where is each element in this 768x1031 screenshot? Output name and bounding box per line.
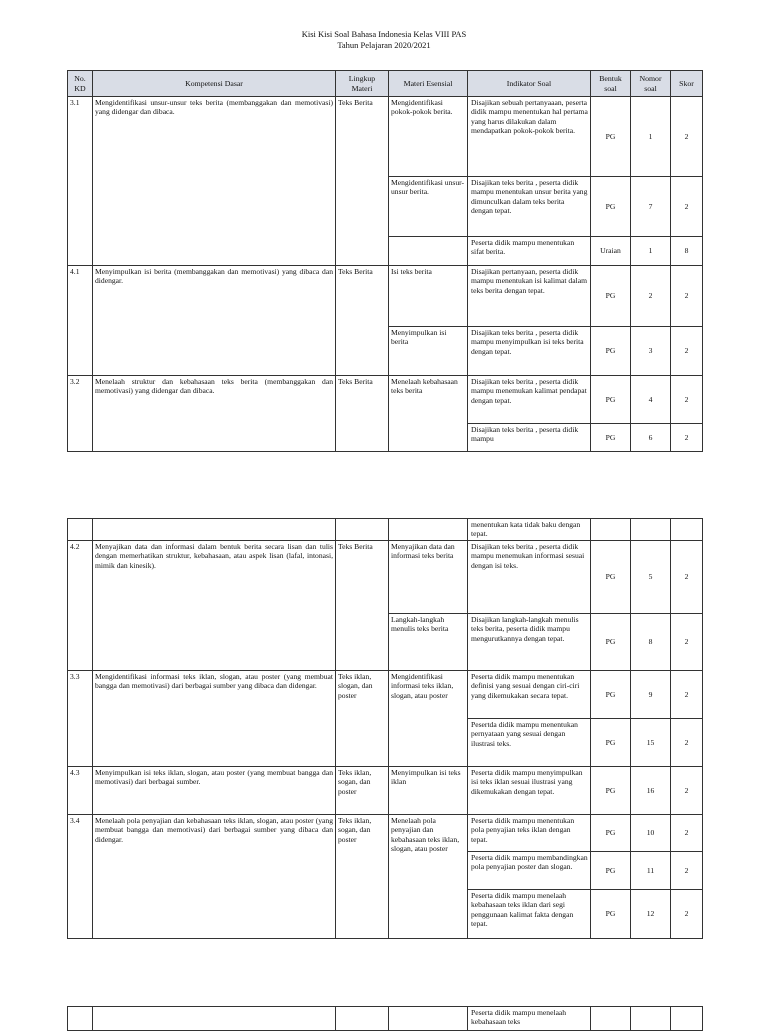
table-row (68, 541, 703, 614)
empty-cell (336, 519, 389, 541)
header-materi-esensial: Materi Esensial (389, 71, 468, 97)
skor-cell: 2 (671, 614, 703, 671)
materi-esensial-cell: Isi teks berita (389, 266, 468, 327)
bentuk-soal-cell: PG (591, 815, 631, 852)
indikator-soal-cell: Disajikan sebuah pertanyaaan, peserta didik mampu menentukan hal pertama yang harus dilakukan dalam mendapatkan pokok-pokok berita. (468, 97, 591, 177)
kisi-kisi-table-page-3 (67, 1006, 703, 1031)
indikator-soal-cell: Peserta didik mampu menyimpulkan isi teks iklan sesuai ilustrasi yang dikemukakan dengan tepat. (468, 767, 591, 815)
empty-cell (68, 519, 93, 541)
bentuk-soal-cell: PG (591, 97, 631, 177)
indikator-soal-cell: Disajikan teks berita , peserta didik mampu menemukan informasi sesuai dengan isi teks. (468, 541, 591, 614)
bentuk-soal-cell: PG (591, 541, 631, 614)
table-row (68, 671, 703, 719)
lingkup-materi-cell: Teks iklan, slogan, dan poster (336, 671, 389, 767)
table-row (68, 97, 703, 177)
bentuk-soal-cell: PG (591, 376, 631, 424)
header-kompetensi-dasar: Kompetensi Dasar (93, 71, 336, 97)
lingkup-materi-cell: Teks Berita (336, 541, 389, 671)
table-row (68, 376, 703, 424)
skor-cell: 2 (671, 177, 703, 237)
bentuk-soal-cell: PG (591, 177, 631, 237)
nomor-soal-cell: 12 (631, 890, 671, 939)
nomor-soal-cell: 7 (631, 177, 671, 237)
nomor-soal-cell: 1 (631, 97, 671, 177)
indikator-soal-cell: Peserta didik mampu menelaah kebahasaan teks (468, 1007, 591, 1031)
bentuk-soal-cell: PG (591, 327, 631, 376)
kompetensi-dasar-cell: Menyimpulkan isi berita (membanggakan dan memotivasi) yang dibaca dan didengar. (93, 266, 336, 376)
header-bentuk-soal: Bentuk soal (591, 71, 631, 97)
header-indikator-soal: Indikator Soal (468, 71, 591, 97)
table-row (68, 266, 703, 327)
indikator-soal-cell: Peserta didik mampu menelaah kebahasaan teks iklan dari segi penggunaan kalimat fakta dengan tepat. (468, 890, 591, 939)
header-skor: Skor (671, 71, 703, 97)
nomor-soal-cell: 15 (631, 719, 671, 767)
empty-cell (389, 1007, 468, 1031)
header-nomor-soal: Nomor soal (631, 71, 671, 97)
document-subtitle: Tahun Pelajaran 2020/2021 (337, 40, 431, 50)
table-row (68, 815, 703, 852)
kd-number: 4.1 (68, 266, 93, 376)
skor-cell: 2 (671, 719, 703, 767)
empty-cell (631, 519, 671, 541)
bentuk-soal-cell: PG (591, 266, 631, 327)
skor-cell: 2 (671, 815, 703, 852)
kompetensi-dasar-cell: Menyimpulkan isi teks iklan, slogan, atau poster (yang membuat bangga dan memotivasi) dari berbagai sumber. (93, 767, 336, 815)
kd-number: 3.2 (68, 376, 93, 452)
indikator-soal-cell: Peserta didik mampu menentukan pola penyajian teks iklan dengan tepat. (468, 815, 591, 852)
skor-cell: 2 (671, 671, 703, 719)
kisi-kisi-table-page-2 (67, 518, 703, 939)
lingkup-materi-cell: Teks iklan, sogan, dan poster (336, 767, 389, 815)
materi-esensial-cell: Menyimpulkan isi teks iklan (389, 767, 468, 815)
indikator-soal-cell: Disajikan teks berita , peserta didik mampu (468, 424, 591, 452)
empty-cell (631, 1007, 671, 1031)
lingkup-materi-cell: Teks Berita (336, 266, 389, 376)
indikator-soal-cell: Disajikan langkah-langkah menulis teks berita, peserta didik mampu mengurutkannya dengan tepat. (468, 614, 591, 671)
nomor-soal-cell: 11 (631, 852, 671, 890)
indikator-soal-cell: Disajikan teks berita , peserta didik mampu menyimpulkan isi teks berita dengan tepat. (468, 327, 591, 376)
skor-cell: 8 (671, 237, 703, 266)
skor-cell: 2 (671, 97, 703, 177)
materi-esensial-cell: Menelaah pola penyajian dan kebahasaan teks iklan, slogan, atau poster (389, 815, 468, 939)
materi-esensial-cell: Mengidentifikasi informasi teks iklan, slogan, atau poster (389, 671, 468, 767)
empty-cell (591, 519, 631, 541)
nomor-soal-cell: 4 (631, 376, 671, 424)
nomor-soal-cell: 8 (631, 614, 671, 671)
indikator-soal-cell: Peserta didik mampu membandingkan pola penyajian poster dan slogan. (468, 852, 591, 890)
indikator-soal-cell: Pesertda didik mampu menentukan pernyataan yang sesuai dengan ilustrasi teks. (468, 719, 591, 767)
nomor-soal-cell: 16 (631, 767, 671, 815)
materi-esensial-cell: Mengidentifikasi unsur-unsur berita. (389, 177, 468, 237)
indikator-soal-cell: Disajikan teks berita , peserta didik mampu menemukan kalimat pendapat dengan tepat. (468, 376, 591, 424)
skor-cell: 2 (671, 852, 703, 890)
table-header-row (68, 71, 703, 97)
kompetensi-dasar-cell: Mengidentifikasi informasi teks iklan, slogan, atau poster (yang membuat bangga dan memotivasi) dari berbagai sumber yang dibaca dan didengar. (93, 671, 336, 767)
kd-number: 4.2 (68, 541, 93, 671)
skor-cell: 2 (671, 767, 703, 815)
skor-cell: 2 (671, 890, 703, 939)
skor-cell: 2 (671, 376, 703, 424)
kompetensi-dasar-cell: Menelaah pola penyajian dan kebahasaan teks iklan, slogan, atau poster (yang membuat bangga dan memotivasi) dari berbagai sumber yang dibaca dan didengar. (93, 815, 336, 939)
lingkup-materi-cell: Teks iklan, sogan, dan poster (336, 815, 389, 939)
lingkup-materi-cell: Teks Berita (336, 97, 389, 266)
indikator-soal-cell: menentukan kata tidak baku dengan tepat. (468, 519, 591, 541)
nomor-soal-cell: 6 (631, 424, 671, 452)
bentuk-soal-cell: PG (591, 719, 631, 767)
bentuk-soal-cell: PG (591, 614, 631, 671)
nomor-soal-cell: 1 (631, 237, 671, 266)
document-title: Kisi Kisi Soal Bahasa Indonesia Kelas VIII PAS (301, 29, 467, 39)
materi-esensial-cell: Mengidentifikasi pokok-pokok berita. (389, 97, 468, 177)
skor-cell: 2 (671, 266, 703, 327)
materi-esensial-cell: Langkah-langkah menulis teks berita (389, 614, 468, 671)
indikator-soal-cell: Peserta didik mampu menentukan sifat berita. (468, 237, 591, 266)
bentuk-soal-cell: PG (591, 424, 631, 452)
materi-esensial-cell (389, 237, 468, 266)
indikator-soal-cell: Disajikan teks berita , peserta didik mampu menentukan unsur berita yang dimunculkan dalam teks berita dengan tepat. (468, 177, 591, 237)
kd-number: 3.3 (68, 671, 93, 767)
empty-cell (93, 519, 336, 541)
materi-esensial-cell: Menyimpulkan isi berita (389, 327, 468, 376)
table-row (68, 1007, 703, 1031)
nomor-soal-cell: 5 (631, 541, 671, 614)
materi-esensial-cell: Menelaah kebahasaan teks berita (389, 376, 468, 452)
empty-cell (389, 519, 468, 541)
kisi-kisi-table-page-1 (67, 70, 703, 452)
nomor-soal-cell: 3 (631, 327, 671, 376)
bentuk-soal-cell: PG (591, 767, 631, 815)
kd-number: 3.4 (68, 815, 93, 939)
kd-number: 4.3 (68, 767, 93, 815)
indikator-soal-cell: Peserta didik mampu menentukan definisi yang sesuai dengan ciri-ciri yang dikemukakan secara tepat. (468, 671, 591, 719)
nomor-soal-cell: 10 (631, 815, 671, 852)
bentuk-soal-cell: PG (591, 671, 631, 719)
skor-cell: 2 (671, 327, 703, 376)
header-lingkup-materi: Lingkup Materi (336, 71, 389, 97)
skor-cell: 2 (671, 424, 703, 452)
kompetensi-dasar-cell: Mengidentifikasi unsur-unsur teks berita (membanggakan dan memotivasi) yang didengar dan dibaca. (93, 97, 336, 266)
empty-cell (591, 1007, 631, 1031)
empty-cell (93, 1007, 336, 1031)
header-no-kd: No. KD (68, 71, 93, 97)
empty-cell (68, 1007, 93, 1031)
empty-cell (671, 519, 703, 541)
kompetensi-dasar-cell: Menyajikan data dan informasi dalam bentuk berita secara lisan dan tulis dengan memerhatikan struktur, kebahasaan, atau aspek lisan (lafal, intonasi, mimik dan kinesik). (93, 541, 336, 671)
kompetensi-dasar-cell: Menelaah struktur dan kebahasaan teks berita (membanggakan dan memotivasi) yang didengar dan dibaca. (93, 376, 336, 452)
indikator-soal-cell: Disajikan pertanyaan, peserta didik mampu menentukan isi kalimat dalam teks berita dengan tepat. (468, 266, 591, 327)
nomor-soal-cell: 2 (631, 266, 671, 327)
table-row (68, 767, 703, 815)
table-row (68, 519, 703, 541)
kd-number: 3.1 (68, 97, 93, 266)
bentuk-soal-cell: PG (591, 852, 631, 890)
bentuk-soal-cell: PG (591, 890, 631, 939)
lingkup-materi-cell: Teks Berita (336, 376, 389, 452)
materi-esensial-cell: Menyajikan data dan informasi teks berita (389, 541, 468, 614)
bentuk-soal-cell: Uraian (591, 237, 631, 266)
skor-cell: 2 (671, 541, 703, 614)
nomor-soal-cell: 9 (631, 671, 671, 719)
empty-cell (336, 1007, 389, 1031)
empty-cell (671, 1007, 703, 1031)
